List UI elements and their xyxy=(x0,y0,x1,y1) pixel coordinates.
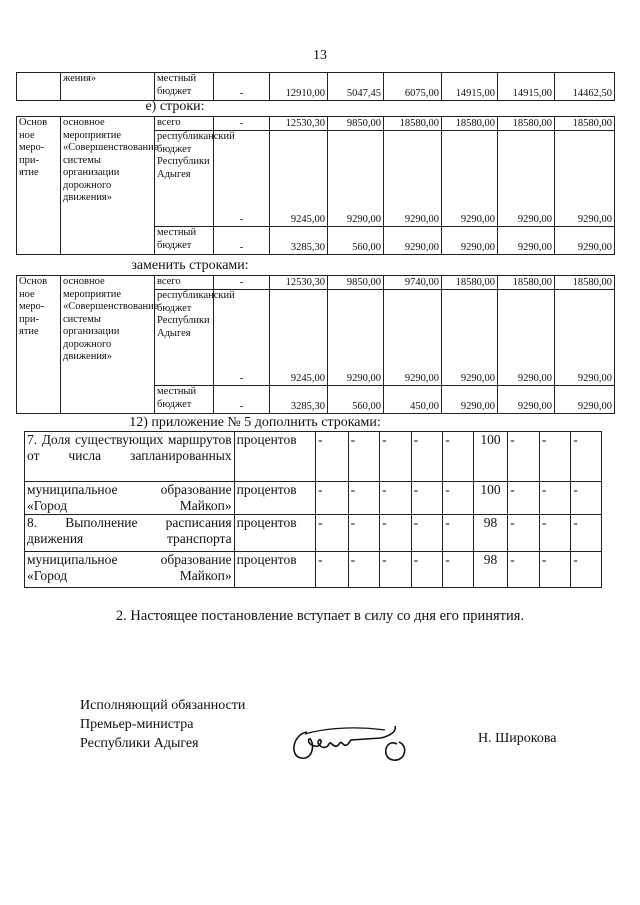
indicator-cell: - xyxy=(380,515,412,552)
cell-value: 12910,00 xyxy=(270,73,328,101)
cell-dash: - xyxy=(214,276,270,290)
indicator-unit: процентов xyxy=(234,482,315,515)
cell-value: 18580,00 xyxy=(384,117,442,131)
cell-value: 560,00 xyxy=(328,227,384,255)
cell-value: 5047,45 xyxy=(328,73,384,101)
heading-e-rows: е) строки: xyxy=(145,99,205,114)
cell-budget: республиканский бюджет Республики Адыгея xyxy=(155,131,214,227)
cell-value: 9290,00 xyxy=(384,227,442,255)
indicator-cell: - xyxy=(539,482,571,515)
cell-value: 14915,00 xyxy=(498,73,555,101)
cell-value: 12530,30 xyxy=(270,276,328,290)
cell-value: 9850,00 xyxy=(328,117,384,131)
cell-value: 9290,00 xyxy=(328,131,384,227)
indicator-cell: 98 xyxy=(473,552,508,588)
cell-value: 9740,00 xyxy=(384,276,442,290)
cell-value: 450,00 xyxy=(384,386,442,414)
indicator-cell: - xyxy=(411,482,443,515)
cell-measure: основное мероприятие «Совершенствование системы организации дорожного движения» xyxy=(61,276,155,414)
cell-value: 14915,00 xyxy=(442,73,498,101)
cell-value: 12530,30 xyxy=(270,117,328,131)
indicator-cell: - xyxy=(539,552,571,588)
page-number: 13 xyxy=(313,48,327,63)
cell-value: 9290,00 xyxy=(442,227,498,255)
cell-type: Основ ное меро- при- ятие xyxy=(17,276,61,414)
indicator-cell: 100 xyxy=(473,482,508,515)
effective-date-paragraph: 2. Настоящее постановление вступает в силу со дня его принятия. xyxy=(115,608,525,624)
indicator-cell: - xyxy=(443,552,474,588)
indicator-cell: - xyxy=(571,515,602,552)
heading-replace: заменить строками: xyxy=(131,258,249,273)
cell-value: 18580,00 xyxy=(555,276,615,290)
cell-value: 3285,30 xyxy=(270,227,328,255)
heading-appendix-5: 12) приложение № 5 дополнить строками: xyxy=(129,415,381,430)
cell-value: 9850,00 xyxy=(328,276,384,290)
cell-value: 9290,00 xyxy=(498,227,555,255)
indicator-cell: - xyxy=(316,482,349,515)
cell-dash: - xyxy=(214,227,270,255)
cell-value: 9290,00 xyxy=(498,290,555,386)
indicator-cell: - xyxy=(539,432,571,482)
cell-value: 9245,00 xyxy=(270,131,328,227)
cell-value: 9290,00 xyxy=(442,131,498,227)
cell-value: 9290,00 xyxy=(328,290,384,386)
indicator-cell: - xyxy=(411,552,443,588)
indicator-cell: - xyxy=(380,482,412,515)
indicator-cell: - xyxy=(316,552,349,588)
cell-value: 9290,00 xyxy=(555,227,615,255)
cell-value: 18580,00 xyxy=(442,276,498,290)
indicator-cell: - xyxy=(443,515,474,552)
cell-value: 18580,00 xyxy=(498,276,555,290)
indicator-cell: - xyxy=(508,482,540,515)
indicator-unit: процентов xyxy=(234,432,315,482)
cell-value: 9245,00 xyxy=(270,290,328,386)
cell-value: 9290,00 xyxy=(442,290,498,386)
indicator-name: 7. Доля существующих маршрутов от числа запланированных xyxy=(25,432,235,482)
cell-value: 9290,00 xyxy=(384,290,442,386)
indicator-cell: - xyxy=(571,432,602,482)
indicator-cell: - xyxy=(571,552,602,588)
cell-dash: - xyxy=(214,131,270,227)
handwritten-signature xyxy=(285,718,425,773)
cell-value: 9290,00 xyxy=(555,131,615,227)
indicator-unit: процентов xyxy=(234,515,315,552)
cell-budget: местный бюджет xyxy=(155,386,214,414)
indicator-name: муниципальное образование «Город Майкоп» xyxy=(25,552,235,588)
indicator-cell: - xyxy=(443,432,474,482)
cell-measure: основное мероприятие «Совершенствование системы организации дорожного движения» xyxy=(61,117,155,255)
cell-type: Основ ное меро- при- ятие xyxy=(17,117,61,255)
indicator-cell: - xyxy=(348,552,380,588)
indicator-cell: - xyxy=(411,432,443,482)
new-rows-table xyxy=(16,275,615,414)
indicator-cell: - xyxy=(348,515,380,552)
cell-budget: местный бюджет xyxy=(155,73,214,101)
cell-value: 9290,00 xyxy=(442,386,498,414)
cell-dash: - xyxy=(214,386,270,414)
indicator-cell: - xyxy=(508,552,540,588)
cell-value: 14462,50 xyxy=(555,73,615,101)
cell-value: 6075,00 xyxy=(384,73,442,101)
indicator-cell: - xyxy=(348,432,380,482)
indicators-table xyxy=(24,431,602,588)
indicator-cell: 100 xyxy=(473,432,508,482)
cell-dash: - xyxy=(214,117,270,131)
indicator-cell: - xyxy=(443,482,474,515)
signatory-line: Премьер-министра xyxy=(80,717,194,732)
cell-budget: всего xyxy=(155,276,214,290)
cell-value: 3285,30 xyxy=(270,386,328,414)
indicator-cell: - xyxy=(539,515,571,552)
cell-value: 560,00 xyxy=(328,386,384,414)
cell-budget: всего xyxy=(155,117,214,131)
cell-col1 xyxy=(17,73,61,101)
cell-dash: - xyxy=(214,290,270,386)
indicator-cell: - xyxy=(571,482,602,515)
indicator-cell: - xyxy=(348,482,380,515)
cell-value: 9290,00 xyxy=(384,131,442,227)
cell-value: 9290,00 xyxy=(555,386,615,414)
old-rows-table xyxy=(16,116,615,255)
cell-budget: республиканский бюджет Республики Адыгея xyxy=(155,290,214,386)
cell-value: 18580,00 xyxy=(442,117,498,131)
indicator-cell: - xyxy=(508,515,540,552)
indicator-cell: 98 xyxy=(473,515,508,552)
continuation-table xyxy=(16,72,615,101)
cell-value: 18580,00 xyxy=(498,117,555,131)
signatory-line: Исполняющий обязанности xyxy=(80,698,246,713)
indicator-cell: - xyxy=(380,432,412,482)
signatory-name: Н. Широкова xyxy=(478,731,557,746)
cell-value: 9290,00 xyxy=(498,131,555,227)
indicator-cell: - xyxy=(316,515,349,552)
signatory-line: Республики Адыгея xyxy=(80,736,199,751)
indicator-cell: - xyxy=(380,552,412,588)
indicator-name: 8. Выполнение расписания движения транспорта xyxy=(25,515,235,552)
indicator-unit: процентов xyxy=(234,552,315,588)
indicator-cell: - xyxy=(316,432,349,482)
indicator-cell: - xyxy=(411,515,443,552)
cell-value: 9290,00 xyxy=(498,386,555,414)
cell-dash: - xyxy=(214,73,270,101)
indicator-cell: - xyxy=(508,432,540,482)
cell-value: 9290,00 xyxy=(555,290,615,386)
signatory-block xyxy=(80,696,245,753)
cell-value: 18580,00 xyxy=(555,117,615,131)
indicator-name: муниципальное образование «Город Майкоп» xyxy=(25,482,235,515)
cell-col2: жения» xyxy=(61,73,155,101)
cell-budget: местный бюджет xyxy=(155,227,214,255)
